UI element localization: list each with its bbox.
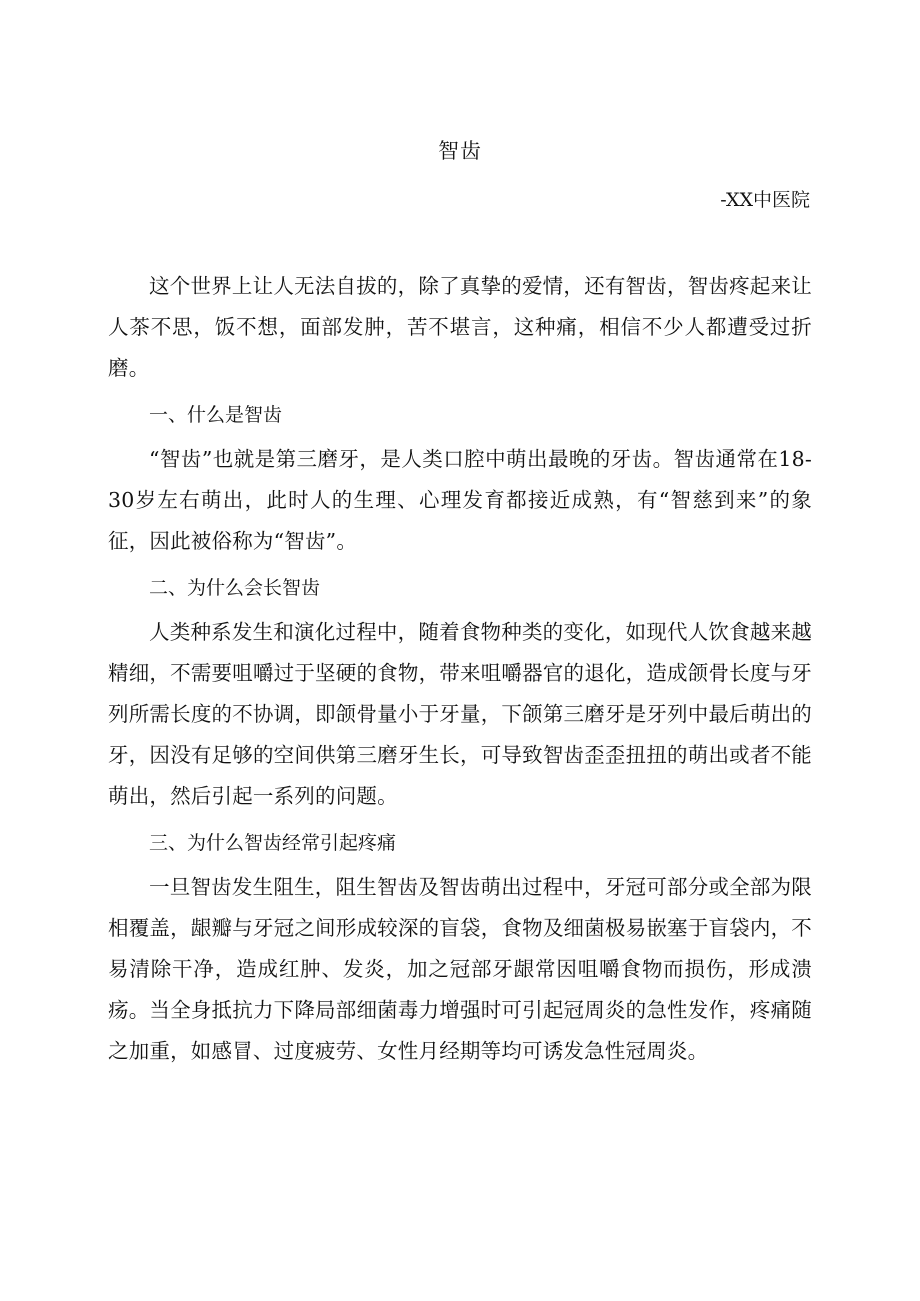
section-paragraph: 一旦智齿发生阻生，阻生智齿及智齿萌出过程中，牙冠可部分或全部为限相覆盖，龈瓣与牙冠之间形成较深的盲袋，食物及细菌极易嵌塞于盲袋内，不易清除干净，造成红肿、发炎，加之冠部牙龈常因咀嚼食物而损伤，形成溃疡。当全身抵抗力下降局部细菌毒力增强时可引起冠周炎的急性发作，疼痛随之加重，如感冒、过度疲劳、女性月经期等均可诱发急性冠周炎。 — [108, 875, 812, 1063]
section-heading: 一、什么是智齿 — [149, 404, 283, 426]
section-paragraph: 人类种系发生和演化过程中，随着食物种类的变化，如现代人饮食越来越精细，不需要咀嚼过于坚硬的食物，带来咀嚼器官的退化，造成颌骨长度与牙列所需长度的不协调，即颌骨量小于牙量，下颌第三磨牙是牙列中最后萌出的牙，因没有足够的空间供第三磨牙生长，可导致智齿歪歪扭扭的萌出或者不能萌出，然后引起一系列的问题。 — [108, 620, 812, 808]
document-body — [108, 266, 812, 1072]
section-paragraph: “智齿”也就是第三磨牙，是人类口腔中萌出最晚的牙齿。智齿通常在18-30岁左右萌出，此时人的生理、心理发育都接近成熟，有“智慈到来”的象征，因此被俗称为“智齿”。 — [108, 447, 812, 553]
intro-paragraph: 这个世界上让人无法自拔的，除了真挚的爱情，还有智齿，智齿疼起来让人茶不思，饭不想，面部发肿，苦不堪言，这种痛，相信不少人都遭受过折磨。 — [108, 274, 812, 380]
document-author: -XX中医院 — [720, 189, 810, 211]
document-title: 智齿 — [438, 139, 482, 163]
section-heading: 二、为什么会长智齿 — [149, 577, 321, 599]
section-heading: 三、为什么智齿经常引起疼痛 — [149, 832, 397, 854]
